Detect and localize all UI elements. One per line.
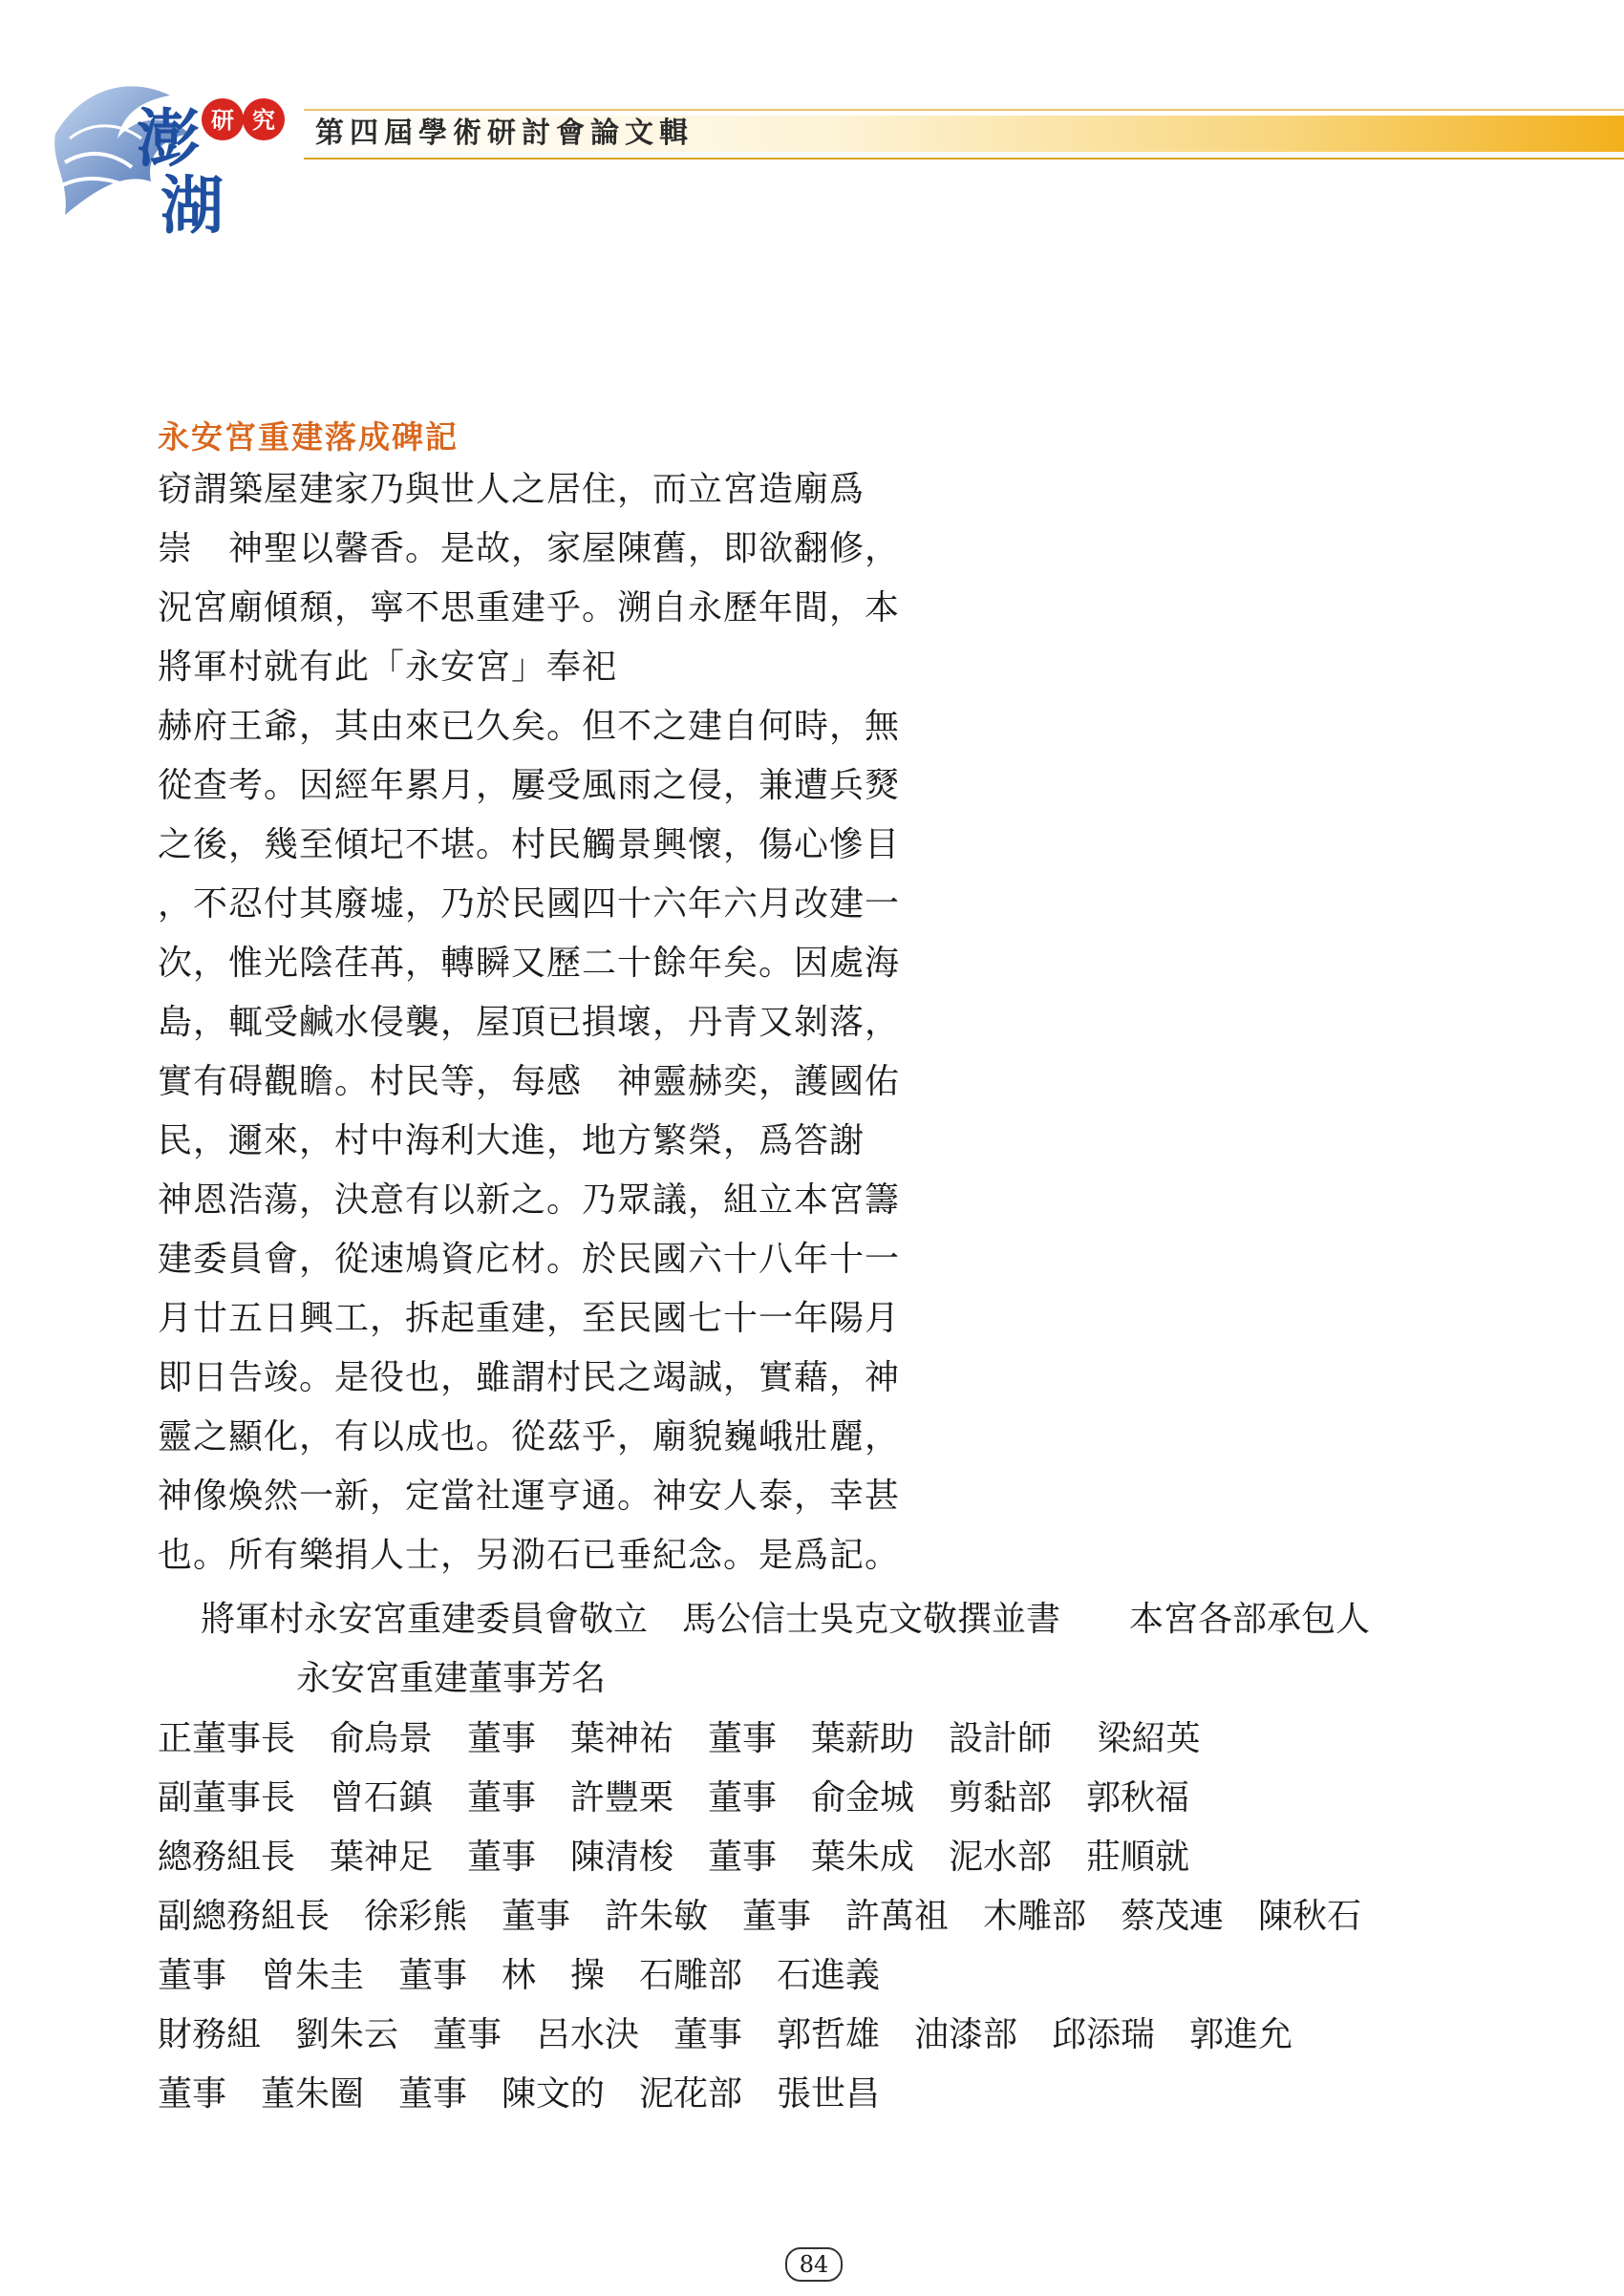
board-row: 財務組 劉朱云 董事 呂水決 董事 郭哲雄 油漆部 邱添瑞 郭進允 [158, 2015, 1293, 2054]
body-line: 實有碍觀瞻。村民等，每感 神靈赫奕，護國佑 [158, 1062, 901, 1101]
body-line: 建委員會，從速鳩資庀材。於民國六十八年十一 [158, 1240, 901, 1279]
body-line: 靈之顯化，有以成也。從茲乎，廟貌巍峨壯麗， [158, 1417, 901, 1456]
body-line: 從查考。因經年累月，屢受風雨之侵，兼遭兵燹 [158, 766, 901, 805]
signature-line: 將軍村永安宮重建委員會敬立 馬公信士吳克文敬撰並書 本宮各部承包人 [201, 1600, 1371, 1639]
board-row: 副總務組長 徐彩熊 董事 許朱敏 董事 許萬祖 木雕部 蔡茂連 陳秋石 [158, 1897, 1362, 1936]
body-line: 神恩浩蕩，決意有以新之。乃眾議，組立本宮籌 [158, 1180, 901, 1220]
body-line: 將軍村就有此「永安宮」奉祀 [158, 648, 618, 687]
journal-title: 第四屆學術研討會論文輯 [315, 117, 694, 150]
header-divider-top [304, 109, 1624, 111]
body-line: 之後，幾至傾圮不堪。村民觸景興懷，傷心慘目 [158, 825, 901, 864]
body-line: 神像煥然一新，定當社運亨通。神安人泰，幸甚 [158, 1477, 901, 1516]
svg-text:湖: 湖 [160, 168, 224, 239]
body-line: 即日告竣。是役也，雖謂村民之竭誠，實藉，神 [158, 1358, 901, 1397]
board-row: 董事 曾朱圭 董事 林 操 石雕部 石進義 [158, 1956, 881, 1995]
body-line: ，不忍付其廢墟，乃於民國四十六年六月改建一 [158, 884, 901, 924]
body-line: 況宮廟傾頹，寧不思重建乎。溯自永歷年間，本 [158, 588, 901, 627]
svg-text:究: 究 [252, 107, 275, 134]
inscription-body [158, 460, 1400, 1585]
board-row: 副董事長 曾石鎮 董事 許豐栗 董事 俞金城 剪黏部 郭秋福 [158, 1778, 1190, 1818]
body-line: 次，惟光陰荏苒，轉瞬又歷二十餘年矣。因處海 [158, 944, 901, 983]
body-line: 民，邇來，村中海利大進，地方繁榮，爲答謝 [158, 1121, 865, 1160]
body-line: 窃謂築屋建家乃與世人之居住，而立宮造廟爲 [158, 470, 865, 509]
body-line: 赫府王爺，其由來已久矣。但不之建自何時，無 [158, 707, 901, 746]
svg-text:研: 研 [211, 107, 234, 134]
body-line: 月廿五日興工，拆起重建，至民國七十一年陽月 [158, 1299, 901, 1338]
board-row: 總務組長 葉神足 董事 陳清梭 董事 葉朱成 泥水部 莊順就 [158, 1838, 1190, 1877]
board-row: 正董事長 俞烏景 董事 葉神祐 董事 葉薪助 設計師 梁紹英 [158, 1719, 1201, 1758]
wave-logo-icon [46, 48, 294, 239]
body-line: 也。所有樂捐人士，另泐石已垂紀念。是爲記。 [158, 1536, 901, 1575]
document-title: 永安宮重建落成碑記 [158, 418, 459, 456]
svg-text:澎: 澎 [137, 101, 200, 176]
board-row: 董事 董朱圈 董事 陳文的 泥花部 張世昌 [158, 2074, 881, 2114]
body-line: 島，輒受鹹水侵襲，屋頂已損壞，丹青又剝落， [158, 1003, 901, 1042]
page-number: 84 [785, 2247, 843, 2282]
journal-logo [46, 48, 294, 239]
board-title: 永安宮重建董事芳名 [296, 1659, 607, 1698]
board-list [158, 1710, 1447, 2124]
header-divider-bottom [304, 158, 1624, 159]
body-line: 崇 神聖以馨香。是故，家屋陳舊，即欲翻修， [158, 529, 901, 568]
